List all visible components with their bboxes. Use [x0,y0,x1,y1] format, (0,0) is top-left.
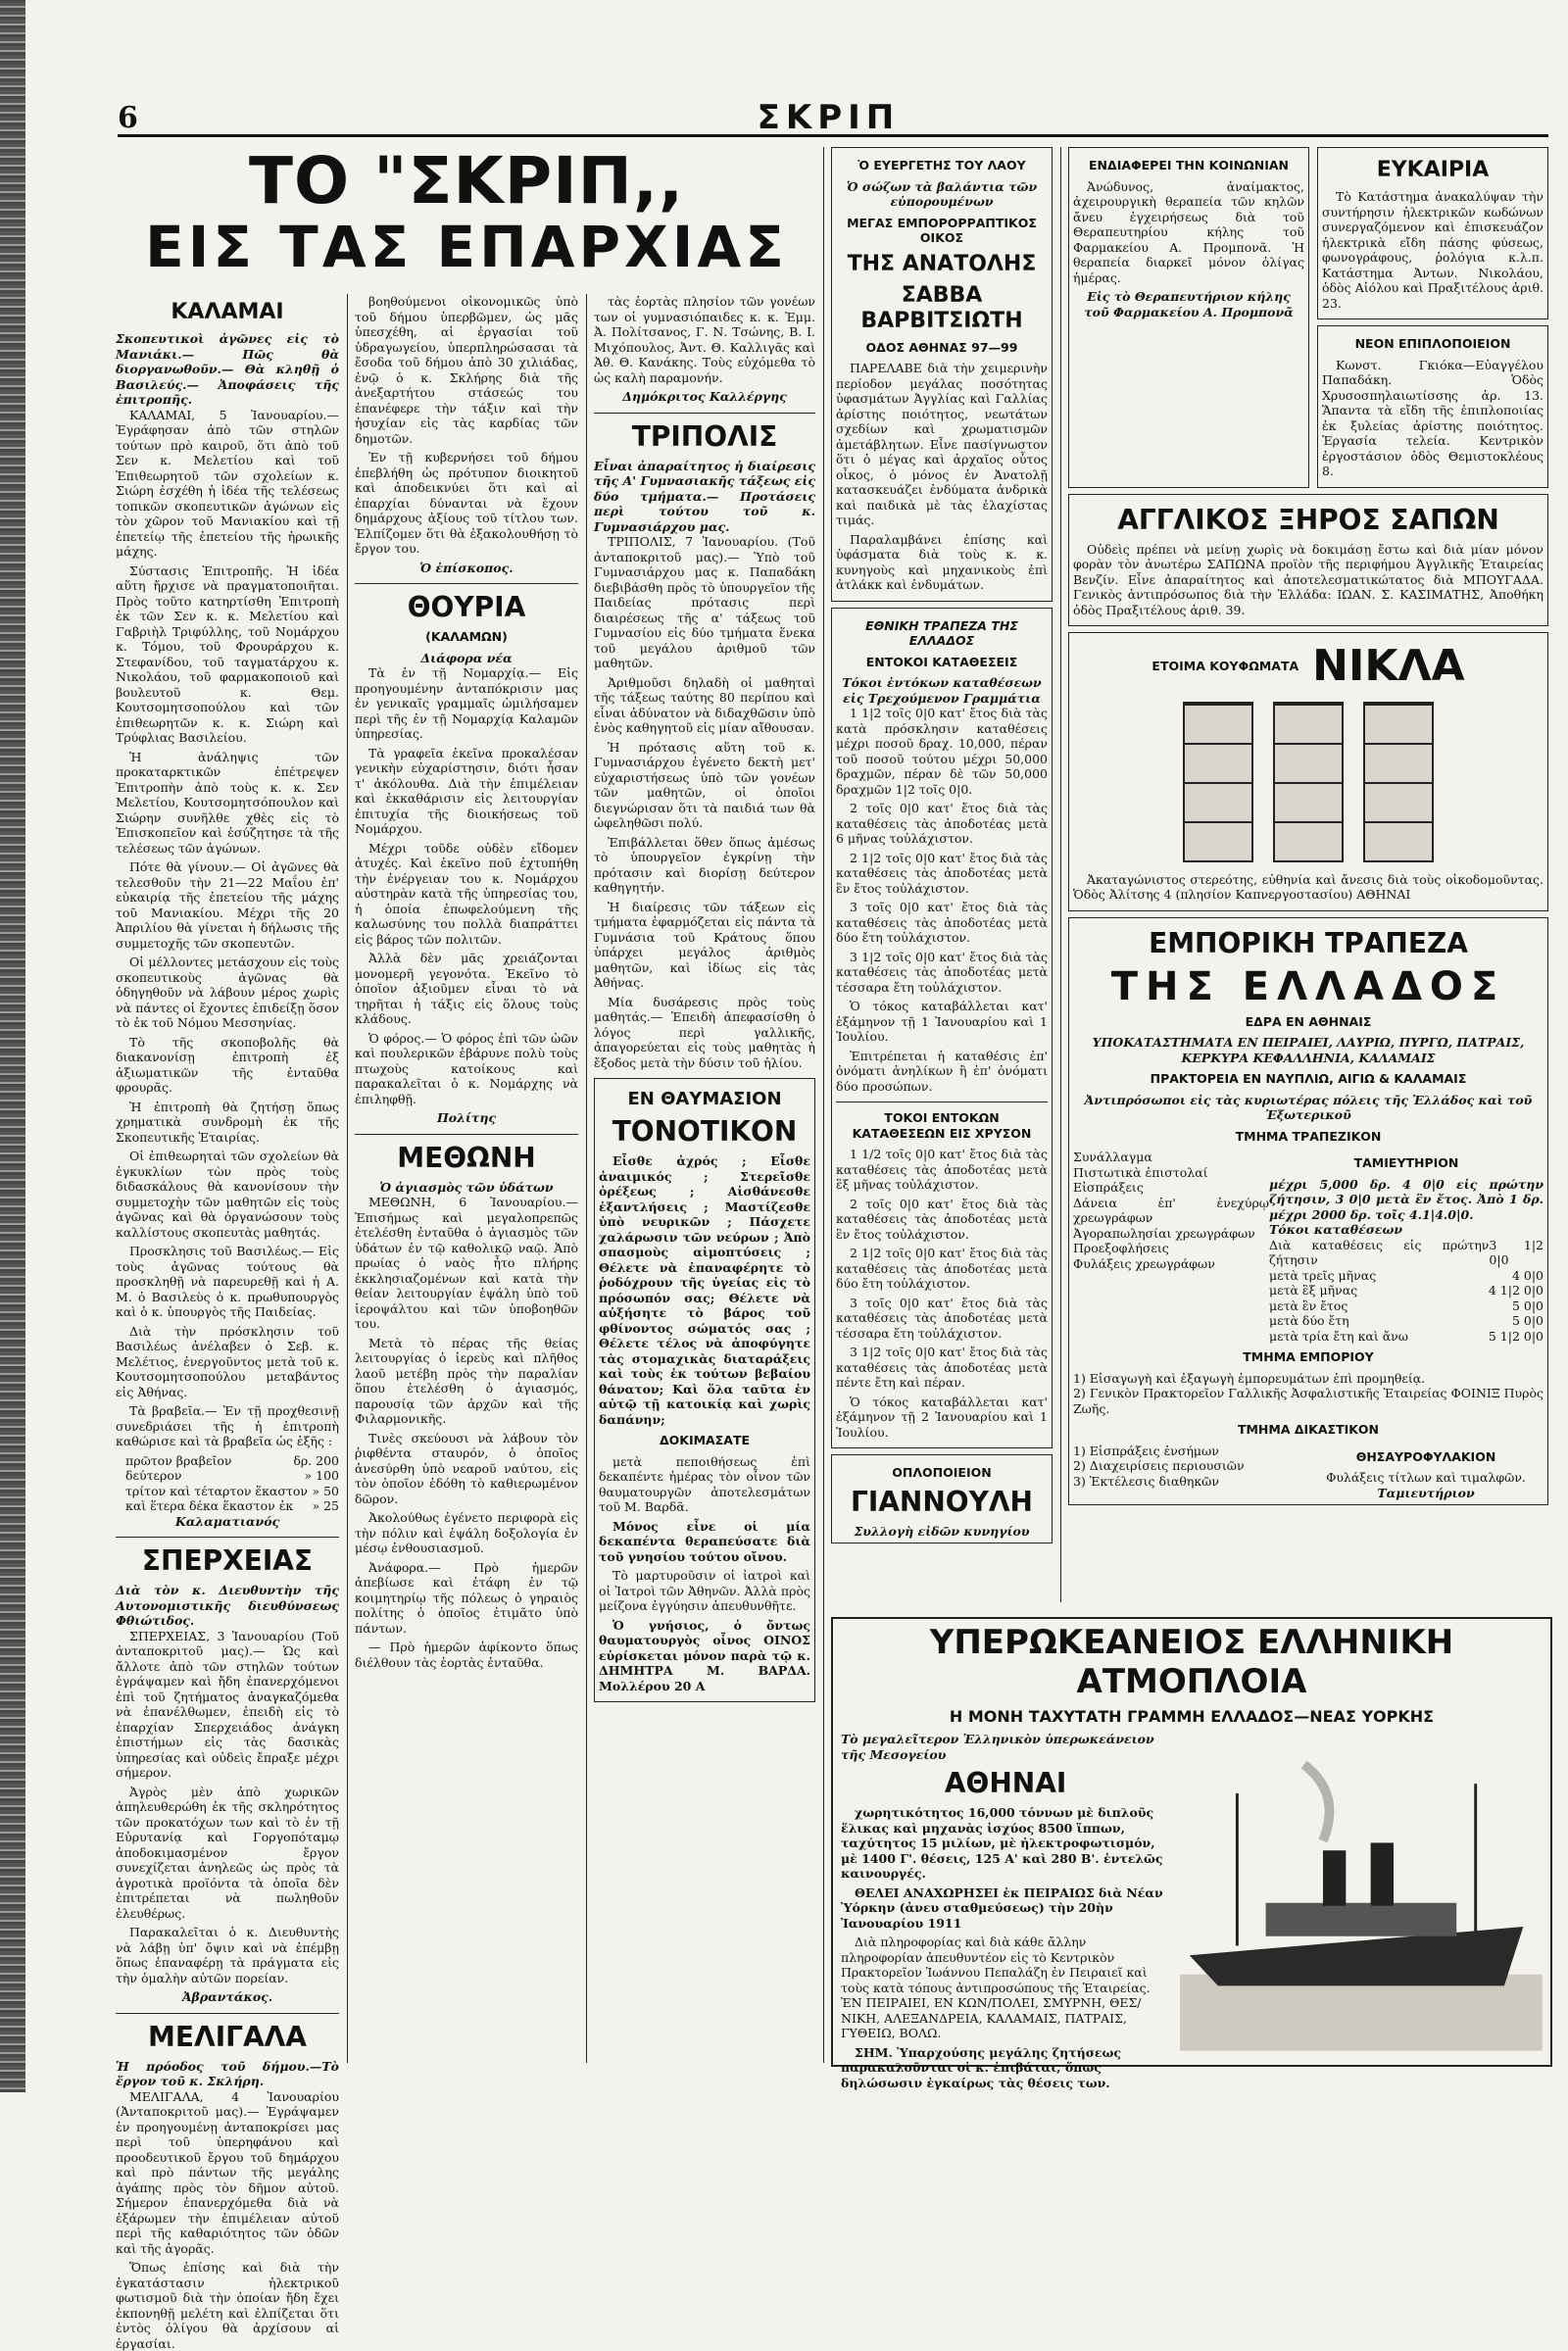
steamship-departure: ΘΕΛΕΙ ΑΝΑΧΩΡΗΣΕΙ ἐκ ΠΕΙΡΑΙΩΣ διὰ Νέαν Ὑόρκην (ἀνευ σταθμεύσεως) τὴν 20ὴν Ἰανουαρίου 1911 [841,1885,1163,1931]
national-bank-subheading-2: Τόκοι ἐντόκων καταθέσεων εἰς Τρεχούμενον Γραμμάτια [842,675,1042,706]
ship-funnel [1371,1842,1394,1905]
prize-row [125,1453,339,1469]
article-paragraph: Τὰ γραφεῖα ἐκεῖνα προκαλέσαν γενικὴν εὐχαρίστησιν, διότι ἦσαν τ' ἀκόλουθα. Διὰ τὴν ἐπιμέλειαν καὶ ἐκκαθάρισιν εἰς λειτουργίαν ἐπιτυχία τῆς διοικήσεως τοῦ Νομάρχου. [355,745,578,836]
article-paragraph: Τὰ βραβεῖα.— Ἐν τῇ προχθεσινῇ συνεδριάσει τῆς ἡ ἐπιτροπὴ καθώρισε καὶ τὰ βραβεῖα ὡς ἑξῆς : [116,1403,339,1448]
bank-services-list [1073,1150,1269,1344]
steamship-advertisement [831,1617,1552,2090]
national-bank-heading: ΕΘΝΙΚΗ ΤΡΑΠΕΖΑ ΤΗΣ ΕΛΛΑΔΟΣ [865,617,1018,648]
gunshop-heading-2: ΓΙΑΝΝΟΥΛΗ [851,1485,1033,1518]
commercial-bank-seat: ΕΔΡΑ ΕΝ ΑΘΗΝΑΙΣ [1245,1013,1372,1029]
savings-rates-heading: Τόκοι καταθέσεων [1269,1222,1403,1237]
tonic-body: Ὁ γνήσιος, ὁ ὄντως θαυματουργὸς οἶνος ΟΙΝΟΣ εὑρίσκεται μόνον παρὰ τῷ κ. ΔΗΜΗΤΡΑ Μ. ΒΑΡΔΑ. Μολλέρου 20 Α [599,1617,810,1693]
savings-rate-row [1269,1283,1544,1298]
steamship-text [841,1732,1170,2094]
legal-dept-heading: ΤΜΗΜΑ ΔΙΚΑΣΤΙΚΟΝ [1237,1422,1380,1437]
ship-illustration [1180,1732,1543,2055]
prize-label: δεύτερον [125,1468,182,1483]
legal-item: 1) Εἰσπράξεις ἐνσήμων [1073,1443,1219,1458]
soap-advertisement [1068,494,1548,627]
article-signature: Πολίτης [436,1110,497,1125]
column-rule [1060,147,1061,1602]
article-paragraph: Μετὰ τὸ πέρας τῆς θείας λειτουργίας ὁ ἱερεὺς καὶ πλῆθος λαοῦ μετέβη πρὸς τὴν παραλίαν ὅπου ἐτελέσθη ὁ ἁγιασμός, παρουσίᾳ τῶν ἀρχῶν καὶ τῆς Φιλαρμονικῆς. [355,1335,578,1426]
article-signature: Δημόκριτος Καλλέργης [622,389,787,404]
article-paragraph: Ἐπιβάλλεται ὅθεν ὅπως ἀμέσως τὸ ὑπουργεῖον ἐγκρίνῃ τὴν πρότασιν καὶ διορίσῃ δεύτερον καθηγητήν. [594,834,815,895]
gunshop-sub: Συλλογὴ εἰδῶν κυνηγίου [854,1523,1030,1539]
article-paragraph: τὰς ἑορτὰς πλησίον τῶν γονέων των οἱ γυμνασιόπαιδες κ. κ. Ἐμμ. Ἀ. Πολίτσανος, Γ. Ν. Τσώνης, Β. Ι. Μιχόπουλος, Ἀντ. Θ. Καλλιγᾶς καὶ Ἀθ. Θ. Κανάκης. Τοὺς εὐχόμεθα τὸ ὡς καλὴ παραμονήν. [594,294,815,385]
savings-rate: 5 0|0 [1511,1298,1544,1313]
savings-body: μέχρι 5,000 δρ. 4 0|0 εἰς πρώτην ζήτησιν, 3 0|0 μετὰ ἓν ἔτος. Ἀπὸ 1 δρ. μέχρι 2000 δρ. τοῖς 4.1|4.0|0. [1269,1176,1544,1222]
legal-item: 3) Ἐκτέλεσις διαθηκῶν [1073,1473,1219,1489]
bargain-body: Τὸ Κατάστημα ἀνακαλύψαν τὴν συντήρησιν ἠλεκτρικῶν κωδώνων συνεργαζόμενον καὶ ἐπισκευάζον ἠλεκτρικὰ εἴδη πάσης φύσεως, φωνογράφους, ῥολόγια κ.λ.π. Κατάστημα Ἀντων. Νικολάου, ὁδὸς Αἰόλου καὶ Πραξιτέλους ἀριθ. 23. [1322,189,1544,311]
tonic-try-heading: ΔΟΚΙΜΑΣΑΤΕ [659,1433,751,1447]
article-paragraph: ΤΡΙΠΟΛΙΣ, 7 Ἰανουαρίου. (Τοῦ ἀνταποκριτοῦ μας).— Ὑπὸ τοῦ Γυμνασιάρχου μας κ. Παπαδάκη διεβιβάσθη πρὸς τὸ ὑπουργεῖον τῆς Παιδείας πρότασις περὶ διαιρέσεως τῆς α' τάξεως τοῦ Γυμνασίου εἰς δύο τμήματα ἕνεκα τοῦ μεγάλου ἀριθμοῦ τῶν μαθητῶν. [594,534,815,670]
tonic-heading-1: ΕΝ ΘΑΥΜΑΣΙΟΝ [627,1089,782,1109]
steamship-note: ΣΗΜ. Ὑπαρχούσης μεγάλης ζητήσεως παρακαλοῦνται οἱ κ. ἐπιβάται, ὅπως δηλώσωσιν ἐγκαίρως τὰς θέσεις των. [841,2044,1122,2090]
prize-amount: δρ. 200 [293,1452,339,1468]
steamship-agents: Διὰ πληροφορίας καὶ διὰ κάθε ἄλλην πληροφορίαν ἀπευθυντέον εἰς τὸ Κεντρικὸν Πρακτορεῖον Ἰωάννου Πεπαλάζη ἐν Πειραιεῖ καὶ τοὺς κατὰ τόπους ἀντιπροσώπους τῆς Ἑταιρείας. ἘΝ ΠΕΙΡΑΙΕΙ, ΕΝ ΚΩΝ/ΠΟΛΕΙ, ΣΜΥΡΝΗ, ΘΕΣ/ΝΙΚΗ, ΑΛΕΞΑΝΔΡΕΙΑ, ΚΑΛΑΜΑΙΣ, ΠΑΤΡΑΙΣ, ΓΥΘΕΙΩ, ΒΟΛΩ. [841,1935,1151,2040]
article-paragraph: Ἡ ἀνάληψις τῶν προκαταρκτικῶν ἐπέτρεψεν Ἐπιτροπὴν ἀπὸ τοὺς κ. κ. Σεν Μελετίου, Κουτσομητσόπουλον καὶ Σιώρην συνῆλθε χθὲς εἰς τὸ Ἐπισκοπεῖον καὶ ἐσύζητησε τὰ τῆς τελέσεως τῶν ἀγώνων. [116,749,339,856]
hernia-advertisement [1068,147,1309,488]
bank-rate-paragraph: 2 τοῖς 0|0 κατ' ἔτος διὰ τὰς καταθέσεις τὰς ἀποδοτέας μετὰ 6 μῆνας τοὐλάχιστον. [836,801,1048,846]
savings-rate: 5 1|2 0|0 [1488,1328,1544,1344]
furniture-advertisement [1317,325,1548,488]
column-rule [823,147,824,2063]
masthead [118,98,1548,137]
commercial-bank-branches: ΥΠΟΚΑΤΑΣΤΗΜΑΤΑ ΕΝ ΠΕΙΡΑΙΕΙ, ΛΑΥΡΙΩ, ΠΥΡΓΩ, ΠΑΤΡΑΙΣ, ΚΕΡΚΥΡΑ ΚΕΦΑΛΛΗΝΙΑ, ΚΑΛΑΜΑΙΣ [1092,1035,1525,1065]
column-1 [116,294,339,2351]
spercheias-lead: Διὰ τὸν κ. Διευθυντὴν τῆς Αυτονομιστικῆς διευθύνσεως Φθιώτιδος. [116,1583,339,1628]
commercial-bank-heading-2: ΤΗΣ ΕΛΛΑΔΟΣ [1110,963,1506,1009]
hernia-heading: ΕΝΔΙΑΦΕΡΕΙ ΤΗΝ ΚΟΙΝΩΝΙΑΝ [1089,158,1289,172]
article-paragraph: ΣΠΕΡΧΕΙΑΣ, 3 Ἰανουαρίου (Τοῦ ἀνταποκριτοῦ μας).— Ὡς καὶ ἄλλοτε ἀπὸ τῶν στηλῶν τούτων ἐγράψαμεν καὶ ἤδη ἐπανερχόμενοι ἐπὶ τοῦ ζητήματος ἀναγκαζόμεθα νὰ ἐπανέλθωμεν, ἐπειδὴ εἰς τὸ ἐπαρχίαν Σπερχειάδος ἀνάγκη ἐπιστήμων εἰς τὰς δασικὰς ὑπηρεσίας καὶ οὐδεὶς ἔπραξε μέχρι σήμερον. [116,1628,339,1780]
section-banner [116,143,817,289]
bank-rate-paragraph: 3 1|2 τοῖς 0|0 κατ' ἔτος διὰ τὰς καταθέσεις τὰς ἀποδοτέας μετὰ πέντε ἔτη καὶ πέραν. [836,1345,1048,1390]
savings-term: μετὰ τρεῖς μῆνας [1269,1267,1377,1283]
bank-service-item: Εἰσπράξεις [1073,1180,1144,1195]
ship-superstructure [1266,1903,1457,1936]
commercial-bank-notice [1068,917,1548,1506]
savings-block [1269,1150,1544,1344]
prize-label: τρίτον καὶ τέταρτον ἕκαστον [125,1483,308,1498]
bank-rate-paragraph: Ἐπιτρέπεται ἡ καταθέσις ἐπ' ὀνόματι ἀνηλίκων ἢ ἐπ' ὀνόματι δύο προσώπων. [836,1048,1048,1094]
article-paragraph: Ἡ διαίρεσις τῶν τάξεων εἰς τμήματα ἐφαρμόζεται εἰς πάντα τὰ Γυμνάσια τοῦ Κράτους ὅπου ὑπάρχει μεγάλος ἀριθμὸς μαθητῶν, καὶ ἰδίως εἰς τὰς Ἀθήνας. [594,899,815,990]
article-paragraph: Ἀκολούθως ἐγένετο περιφορὰ εἰς τὴν πόλιν καὶ ἐψάλη δοξολογία ἐν μέσῳ ἐνθουσιασμοῦ. [355,1510,578,1555]
legal-list [1073,1444,1308,1501]
tonic-body: Μόνος εἶνε οἱ μία δεκαπέντα θεραπεύσατε διὰ τοῦ γνησίου τούτου οἴνου. [599,1518,810,1564]
article-paragraph: Ἀγρὸς μὲν ἀπὸ χωρικῶν ἀπηλευθερώθη ἐκ τῆς σκληρότητος τῶν προκατόχων των καὶ τὸ ἐν τῇ Εὐρυτανίᾳ καὶ Γοργοπόταμῳ ἀποδοκιμασμένον ἔργον συνεχίζεται ἀνηλεῶς ὡς πρὸς τὰ ἀγροτικὰ προϊόντα τὰ ὁποῖα δὲν ἐπιτρέπεται νὰ πωληθοῦν ἐλευθέρως. [116,1784,339,1921]
spercheias-heading: ΣΠΕΡΧΕΙΑΣ [141,1544,314,1577]
commercial-bank-heading-1: ΕΜΠΟΡΙΚΗ ΤΡΑΠΕΖΑ [1149,926,1468,959]
meligala-lead: Ἡ πρόοδος τοῦ δήμου.—Τὸ ἔργον τοῦ κ. Σκλήρη. [116,2058,339,2088]
article-paragraph: βοηθούμενοι οἰκονομικῶς ὑπὸ τοῦ δήμου ὑπερβῶμεν, ὡς μᾶς ὑπεσχέθη, αἱ ἐργασίαι τοῦ ὑδραγωγείου, ὑπερπληρώσασαι τὰ ἔσοδα τοῦ δήμου ἀπὸ 30 χιλιάδας, ἐνῷ ὁ κ. Σκλήρης διὰ τῆς ἀνεξαρτήτου στάσεώς του ἐπανέφερε τὴν τάξιν καὶ τὴν ἡσυχίαν εἰς τὰς καρδίας τῶν δημοτῶν. [355,294,578,446]
tailor-body: Παραλαμβάνει ἐπίσης καὶ ὑφάσματα διὰ τοὺς κ. κ. κυνηγοὺς καὶ μηχανικοὺς ἐπὶ ἀτλάκκ καὶ ἐνδυμάτων. [836,531,1048,592]
steamship-intro: Τὸ μεγαλεῖτερον Ἑλληνικὸν ὑπερωκεάνειον τῆς Μεσογείου [841,1732,1154,1762]
article-paragraph: Τινὲς σκεύουσι νὰ λάβουν τὸν ῥιφθέντα σταυρόν, ὁ ὁποῖος ἀνεσύρθη ὑπὸ νεαροῦ ναύτου, εἰς τὸν ὁποῖον ἐδόθη τὸ καθιερωμένον δῶρον. [355,1430,578,1506]
article-signature: Καλαματιανός [174,1513,280,1529]
article-paragraph: Ἀριθμοῦσι δηλαδὴ οἱ μαθηταὶ τῆς τάξεως ταύτης 80 περίπου καὶ εἶναι ἀδύνατον νὰ διδαχθῶσιν ὑπὸ ἑνὸς καθηγητοῦ εἰς μίαν αἴθουσαν. [594,674,815,735]
doors-heading-1: ΕΤΟΙΜΑ ΚΟΥΦΩΜΑΤΑ [1152,659,1299,674]
savings-rate-row [1269,1313,1544,1329]
article-paragraph: ΜΕΛΙΓΑΛΑ, 4 Ἰανουαρίου (Ἀνταποκριτοῦ μας).— Ἐγράψαμεν ἐν προηγουμένῃ ἀνταποκρίσει μας περὶ τοῦ ὑπερηφάνου καὶ προοδευτικοῦ ἔργου τοῦ δημάρχου καὶ πρὸ πάντων τῆς μεγάλης ἀγάπης πρὸς τὸν δῆμον αὐτοῦ. Σήμερον ἐπανερχόμεθα διὰ νὰ ἐξάρωμεν τὴν ἐπιμέλειαν αὐτοῦ περὶ τῆς καθαριότητος τῶν ὁδῶν καὶ τῆς ἀγορᾶς. [116,2088,339,2256]
article-paragraph: Ἡ ἐπιτροπὴ θὰ ζητήσῃ ὅπως χρηματικὰ συνδρομὴ ἐκ τῆς Σκοπευτικῆς Ἑταιρίας. [116,1099,339,1145]
savings-term: μετὰ τρία ἔτη καὶ ἄνω [1269,1328,1408,1344]
article-paragraph: ΚΑΛΑΜΑΙ, 5 Ἰανουαρίου.— Ἐγράφησαν ἀπὸ τῶν στηλῶν τούτων πρὸ καιροῦ, ὅτι ἀπὸ τοῦ Σεν κ. Μελετίου καὶ τοῦ Ἐπιθεωρητοῦ τῶν σχολείων κ. Σιώρη ἐσχέθη ἡ ἰδέα τῆς τελέσεως τοπικῶν σκοπευτικῶν ἀγώνων εἰς τὸν χῶρον τοῦ Μανιακίου καὶ τῇ ἐπετείῳ τῆς ἐπετείου τῆς ἡρωικῆς μάχης. [116,407,339,559]
article-paragraph: Ἐν τῇ κυβερνήσει τοῦ δήμου ἐπεβλήθη ὡς πρότυπον διοικητοῦ καὶ ἀποδεικνύει ὅτι καὶ αἱ ἐπαρχίαι δύνανται νὰ ἔχουν δημάρχους ἀξίους τοῦ τίτλου των. Ἐλπίζομεν ὅτι θὰ ἐξακολουθήσῃ τὸ ἔργον του. [355,450,578,556]
steamship-specs: χωρητικότητος 16,000 τόννων μὲ διπλοῦς ἕλικας καὶ μηχανὰς ἰσχύος 8500 ἵππων, ταχύτητος 15 μιλίων, μὲ ἠλεκτροφωτισμόν, μὲ 1400 Γ'. θέσεις, 125 Α' καὶ 280 Β'. ἐντελῶς καινουργές. [841,1805,1163,1881]
soap-heading: ΑΓΓΛΙΚΟΣ ΞΗΡΟΣ ΣΑΠΩΝ [1117,503,1499,536]
savings-rate-row [1269,1268,1544,1284]
tonic-body: Τὸ μαρτυροῦσιν οἱ ἰατροὶ καὶ οἱ Ἰατροὶ τῶν Ἀθηνῶν. Ἀλλὰ πρὸς μείζονα ἐγγύησιν ἀπευθυνθῆτε. [599,1568,810,1613]
trade-item: 2) Γενικὸν Πρακτορεῖον Γαλλικῆς Ἀσφαλιστικῆς Ἑταιρείας ΦΟΙΝΙΞ Πυρὸς Ζωῆς. [1073,1386,1544,1416]
thouria-heading: ΘΟΥΡΙΑ [407,591,526,623]
column-rule [347,294,348,2063]
furniture-body: Κωνστ. Γκιόκα—Εὐαγγέλου Παπαδάκη. Ὁδὸς Χρυσοσπηλαιωτίσσης ἀρ. 13. Ἅπαντα τὰ εἴδη τῆς ἐπιπλοποιίας ἐκ ξυλείας ἀρίστης ποιότητος. Ἐργασία τελεία. Κεντρικὸν ἐργοστάσιον ὁδὸς Θεμιστοκλέους 8. [1322,357,1544,478]
column-3 [594,294,815,2063]
savings-heading: ΤΑΜΙΕΥΤΗΡΙΟΝ [1353,1155,1459,1170]
savings-rate: 5 0|0 [1511,1313,1544,1328]
savings-rate-row [1269,1238,1544,1268]
gold-deposits-heading: ΤΟΚΟΙ ΕΝΤΟΚΩΝ ΚΑΤΑΘΕΣΕΩΝ ΕΙΣ ΧΡΥΣΟΝ [852,1110,1032,1141]
kalamai-lead: Σκοπευτικοὶ ἀγῶνες εἰς τὸ Μανιάκι.— Πῶς θὰ διοργανωθοῦν.— Θὰ κληθῇ ὁ Βασιλεύς.— Ἀποφάσεις τῆς ἐπιτροπῆς. [116,331,339,407]
ship-funnel [1323,1850,1346,1905]
bank-service-item: Ἀγοραπωλησίαι χρεωγράφων [1073,1225,1255,1241]
article-paragraph: Τὸ τῆς σκοποβολῆς θὰ διακανονίσῃ ἐπιτροπὴ ἐξ ἀξιωματικῶν τῆς ἐνταῦθα φρουρᾶς. [116,1034,339,1095]
article-paragraph: Διὰ τὴν πρόσκλησιν τοῦ Βασιλέως ἀνέλαβεν ὁ Σεβ. κ. Μελέτιος, ἐνεργοῦντος μετὰ τοῦ κ. Κουτσομητσοπούλου μεταβάντος εἰς Ἀθήνας. [116,1323,339,1399]
commercial-bank-agencies: ΠΡΑΚΤΟΡΕΙΑ ΕΝ ΝΑΥΠΛΙΩ, ΑΙΓΙΩ & ΚΑΛΑΜΑΙΣ [1150,1071,1467,1086]
tailor-top-heading: Ὁ ΕΥΕΡΓΕΤΗΣ ΤΟΥ ΛΑΟΥ [858,158,1026,172]
scan-edge [0,0,25,2092]
prize-row [125,1484,339,1499]
methoni-lead: Ὁ ἁγιασμὸς τῶν ὑδάτων [379,1179,554,1195]
commercial-bank-reps: Ἀντιπρόσωποι εἰς τὰς κυριωτέρας πόλεις τῆς Ἑλλάδος καὶ τοῦ Ἐξωτερικοῦ [1084,1092,1533,1122]
furniture-heading: ΝΕΟΝ ΕΠΙΠΛΟΠΟΙΕΙΟΝ [1354,336,1511,351]
steamship-title: ΥΠΕΡΩΚΕΑΝΕΙΟΣ ΕΛΛΗΝΙΚΗ ΑΤΜΟΠΛΟΙΑ [929,1623,1454,1701]
article-paragraph: Ἡ πρότασις αὕτη τοῦ κ. Γυμνασιάρχου ἐγένετο δεκτὴ μετ' εὐχαριστήσεως ὑπὸ τῶν γονέων τῶν μαθητῶν, οἱ ὁποῖοι διεγνώρισαν ὅτι τὰ παιδιά των θὰ ὠφεληθῶσι πολύ. [594,739,815,830]
article-paragraph: Ὁ φόρος.— Ὁ φόρος ἐπὶ τῶν ὡῶν καὶ πουλερικῶν ἐβάρυνε πολὺ τοὺς πτωχοὺς κατοίκους καὶ παρακαλεῖται ὁ κ. Νομάρχης νὰ ἐπιληφθῇ. [355,1030,578,1106]
prize-row [125,1498,339,1514]
article-paragraph: Οἱ ἐπιθεωρηταὶ τῶν σχολείων θὰ ἐγκυκλίων τὼν πρὸς τοὺς διδασκάλους θὰ κανονίσουν τὴν συμμετοχὴν τῶν μαθητῶν εἰς τοὺς ἀγῶνας καὶ θὰ ὀργανώσουν τοὺς καλλίστους σκοπευτὰς μαθητάς. [116,1149,339,1240]
article-paragraph: ΜΕΘΩΝΗ, 6 Ἰανουαρίου.— Ἐπισήμως καὶ μεγαλοπρεπῶς ἐτελέσθη ἐνταῦθα ὁ ἁγιασμὸς τῶν ὑδάτων ἐν τῷ καθολικῷ ναῷ. Ἀπὸ πρωίας ὁ ναὸς ἦτο πλήρης ἐκκλησιαζομένων καὶ κατὰ τὴν θείαν λειτουργίαν ἐψάλη ὑπὸ τοῦ ἱεροψάλτου καὶ τῶν ὑποβοηθῶν του. [355,1195,578,1331]
savings-term: μετὰ δύο ἔτη [1269,1313,1349,1328]
legal-row [1073,1444,1544,1501]
tonic-advertisement [594,1078,815,1702]
bank-rate-paragraph: 3 τοῖς 0|0 κατ' ἔτος διὰ τὰς καταθέσεις τὰς ἀποδοτέας μετὰ δύο ἔτη τοὐλάχιστον. [836,900,1048,945]
door-image [1363,702,1434,862]
doors-body: Ἀκαταγώνιστος στερεότης, εὐθηνία καὶ ἄνεσις διὰ τοὺς οἰκοδομοῦντας. Ὁδὸς Ἀλίτσης 4 (πλησίον Καπνεργοστασίου) ΑΘΗΝΑΙ [1073,871,1544,902]
savings-term: Διὰ καταθέσεις εἰς πρώτην ζήτησιν [1269,1237,1490,1267]
savings-rate: 4 1|2 0|0 [1488,1283,1544,1298]
thouria-lead: Διάφορα νέα [420,650,513,665]
bank-rate-paragraph: 2 τοῖς 0|0 κατ' ἔτος διὰ τὰς καταθέσεις τὰς ἀποδοτέας μετὰ ἓν ἔτος τοὐλάχιστον. [836,1196,1048,1242]
article-paragraph: Ἀλλὰ δὲν μᾶς χρειάζονται μονομερῆ γεγονότα. Ἐκεῖνο τὸ ὁποῖον ἀξιοῦμεν εἶναι τὸ νὰ τηρῆται ἡ τάξις εἰς ὅλους τοὺς κλάδους. [355,951,578,1026]
article-paragraph: Μία δυσάρεσις πρὸς τοὺς μαθητάς.— Ἐπειδὴ ἀπεφασίσθη ὁ λόγος περὶ γαλλικῆς, ἀπαγορεύεται εἰς τοὺς μαθητὰς ἡ ἔξοδος μετὰ τὴν δύσιν τοῦ ἡλίου. [594,994,815,1070]
banking-dept-heading: ΤΜΗΜΑ ΤΡΑΠΕΖΙΚΟΝ [1235,1128,1382,1144]
savings-rate-row [1269,1298,1544,1314]
bank-rate-paragraph: Ὁ τόκος καταβάλλεται κατ' ἑξάμηνον τῇ 2 Ἰανουαρίου καὶ 1 Ἰουλίου. [836,1394,1048,1440]
bank-rate-paragraph: Ὁ τόκος καταβάλλεται κατ' ἑξάμηνον τῇ 1 Ἰανουαρίου καὶ 1 Ἰουλίου. [836,999,1048,1044]
column-rule [586,294,587,2063]
savings-term: μετὰ ἓν ἔτος [1269,1298,1348,1313]
tripolis-lead: Εἶναι ἀπαραίτητος ἡ διαίρεσις τῆς Α' Γυμνασιακῆς τάξεως εἰς δύο τμήματα.— Προτάσεις περὶ τούτου τοῦ κ. Γυμνασιάρχου μας. [594,458,815,534]
trade-item: 1) Εἰσαγωγὴ καὶ ἐξαγωγὴ ἐμπορευμάτων ἐπὶ προμηθείᾳ. [1073,1370,1426,1386]
prize-amount: » 25 [312,1498,339,1513]
steamship-ship-name: ΑΘΗΝΑΙ [944,1767,1067,1799]
vault-sign: Ταμιευτήριον [1377,1485,1475,1500]
savings-rate: 4 0|0 [1511,1267,1544,1283]
prize-amount: » 50 [312,1483,339,1498]
methoni-heading: ΜΕΘΩΝΗ [397,1141,536,1174]
national-bank-notice [831,608,1053,1449]
bank-rate-paragraph: 3 1|2 τοῖς 0|0 κατ' ἔτος διὰ τὰς καταθέσεις τὰς ἀποδοτέας μετὰ τέσσαρα ἔτη τοὐλάχιστον. [836,949,1048,995]
bank-service-item: Συνάλλαγμα [1073,1150,1152,1164]
legal-item: 2) Διαχειρίσεις περιουσιῶν [1073,1458,1245,1473]
tailor-advertisement [831,147,1053,602]
article-paragraph: Πότε θὰ γίνουν.— Οἱ ἀγῶνες θὰ τελεσθοῦν τὴν 21—22 Μαΐου ἐπ' εὐκαιρίᾳ τῆς ἐπετείου τῆς μάχης τοῦ Μανιακίου. Μέχρι τῆς 20 Ἀπριλίου θὰ γίνεται ἡ δήλωσις τῆς συμμετοχῆς τῶν σκοπευτῶν. [116,859,339,951]
banner-title-line2: ΕΙΣ ΤΑΣ ΕΠΑΡΧΙΑΣ [145,214,788,280]
bank-service-item: Προεξοφλήσεις [1073,1241,1169,1255]
bank-service-item: Πιστωτικὰ ἐπιστολαί [1073,1164,1208,1180]
tailor-address: ΟΔΟΣ ΑΘΗΝΑΣ 97—99 [865,339,1018,355]
doors-illustration [1073,702,1544,866]
tailor-house-name-2: ΣΑΒΒΑ ΒΑΡΒΙΤΣΙΩΤΗ [860,282,1023,333]
soap-body: Οὐδεὶς πρέπει νὰ μείνῃ χωρὶς νὰ δοκιμάσῃ ἔστω καὶ διὰ μίαν μόνον φορὰν τὸν ἀνωτέρω ΣΑΠΩΝΑ προϊὸν τῆς περιφήμου Ἀγγλικῆς Ἑταιρείας Βενζίν. Εἶνε ἀπαραίτητος καὶ ἀποτελεσματικώτατος διὰ ΜΠΟΥΓΑΔΑ. Γενικὸς ἀντιπρόσωπος διὰ τὴν Ἑλλάδα: ΙΩΑΝ. Σ. ΚΑΣΙΜΑΤΗΣ, Ἀποθήκη ὁδὸς Πραξιτέλους ἀριθ. 39. [1073,541,1544,617]
article-paragraph: Σύστασις Ἐπιτροπῆς. Ἡ ἰδέα αὕτη ἤρχισε νὰ πραγματοποιῆται. Πρὸς τοῦτο κατηρτίσθη Ἐπιτροπὴ ἐκ τῶν Σεν κ. κ. Μελετίου καὶ Γαβριὴλ Τριφύλλης, τοῦ Νομάρχου κ. Τόμου, τοῦ Φρουράρχου κ. Στεφανίδου, τοῦ ταγματάρχου κ. Νικολάου, τοῦ φαρμακοποιοῦ καὶ βουλευτοῦ κ. Θεμ. Κουτσομητσοπούλου καὶ τῶν ἐπιθεωρητῶν κ. κ. Σιώρη καὶ Τρύφλιας Βασιλείου. [116,563,339,745]
vault-heading: ΘΗΣΑΥΡΟΦΥΛΑΚΙΟΝ [1355,1448,1496,1464]
article-paragraph: Τὰ ἐν τῇ Νομαρχίᾳ.— Εἰς προηγουμένην ἀνταπόκρισιν μας ἐν γενικαῖς γραμμαῖς ὡμιλήσαμεν περὶ τῆς ἐν τῇ Νομαρχίᾳ Καλαμῶν ὑπηρεσίας. [355,665,578,741]
tripolis-heading: ΤΡΙΠΟΛΙΣ [631,419,778,453]
article-paragraph: Οἱ μέλλοντες μετάσχουν εἰς τοὺς σκοπευτικοὺς ἀγῶνας θὰ ὁδηγηθοῦν νὰ λάβουν μέρος χωρὶς νὰ πάντες οἱ ἔχοντες ἐπιδείξῃ ὅσον τὸ ἐκ τοῦ Νόμου Μεσσηνίας. [116,955,339,1030]
column-2 [355,294,578,2063]
vault-block [1308,1444,1544,1501]
kalamai-heading: ΚΑΛΑΜΑΙ [171,300,284,324]
newspaper-name: ΣΚΡΙΠ [757,98,901,137]
bank-service-item: Δάνεια ἐπ' ἐνεχύρῳ χρεωγράφων [1073,1195,1269,1225]
page-number: 6 [118,100,138,135]
meligala-heading: ΜΕΛΙΓΑΛΑ [148,2020,307,2053]
steamship-subtitle: Η ΜΟΝΗ ΤΑΧΥΤΑΤΗ ΓΡΑΜΜΗ ΕΛΛΑΔΟΣ—ΝΕΑΣ ΥΟΡΚΗΣ [949,1707,1435,1726]
gunshop-advertisement [831,1454,1053,1543]
column-4 [831,147,1053,1602]
tonic-body: μετὰ πεποιθήσεως ἐπὶ δεκαπέντε ἡμέρας τὸν οἶνον τῶν θαυματουργῶν ἀποτελεσμάτων τοῦ Μ. Βαρδᾶ. [599,1453,810,1514]
bank-rate-paragraph: 1 1|2 τοῖς 0|0 κατ' ἔτος διὰ τὰς κατὰ πρόσκλησιν καταθέσεις μέχρι ποσοῦ δραχ. 10,000, πέραν τοῦ ποσοῦ τούτου μέχρι 50,000 δραχμῶν, πέραν δὲ τῶν 50,000 δραχμῶν 1|2 τοῖς 0|0. [836,706,1048,797]
bargain-heading: ΕΥΚΑΙΡΙΑ [1376,158,1490,182]
savings-rate-row [1269,1329,1544,1345]
prize-amount: » 100 [304,1468,339,1483]
article-paragraph: Παρακαλεῖται ὁ κ. Διευθυντὴς νὰ λάβῃ ὑπ' ὄψιν καὶ νὰ ἐπέμβῃ ὅπως ἐπαναφέρῃ τὰ πράγματα εἰς τὴν ὁμαλὴν αὐτῶν πορείαν. [116,1925,339,1985]
prize-list [116,1453,339,1514]
vault-body: Φυλάξεις τίτλων καὶ τιμαλφῶν. [1326,1470,1526,1485]
article-paragraph: Μέχρι τοῦδε οὐδὲν εἴδομεν ἀτυχές. Καὶ ἐκεῖνο ποῦ ἐχτυπήθη τὴν ἐνέργειαν του κ. Νομάρχου αὐστηρὰν κατὰ τῆς ὑπηρεσίας του, ἡ ὁποία ἐπωφελούμενη τῆς καλωσύνης του πολλὰ διαπράττει εἰς βάρος τῶν πολιτῶν. [355,840,578,947]
thouria-subheading: (ΚΑΛΑΜΩΝ) [425,629,508,644]
prize-row [125,1468,339,1484]
prize-label: καὶ ἕτερα δέκα ἕκαστον ἐκ [125,1498,294,1513]
article-paragraph: Ὅπως ἐπίσης καὶ διὰ τὴν ἐγκατάστασιν ἠλεκτρικοῦ φωτισμοῦ διὰ τὴν ὁποίαν ἤδη ἔχει ἐκπονηθῇ μελέτη καὶ ἐλπίζεται ὅτι ἐντὸς ὀλίγου θὰ ἀρχίσουν αἱ ἐργασίαι. [116,2260,339,2351]
bank-services-row [1073,1150,1544,1344]
ship-smoke [1304,1765,1330,1841]
hernia-body: Ἀνώδυνος, ἀναίμακτος, ἀχειρουργικὴ θεραπεία τῶν κηλῶν ἄνευ ἐγχειρήσεως διὰ τοῦ Θεραπευτηρίου κήλης τοῦ Φαρμακείου Α. Προμπονᾶ. Ἡ θεραπεία διαρκεῖ μόνον ὀλίγας ἡμέρας. [1073,178,1304,285]
gunshop-heading-1: ΟΠΛΟΠΟΙΕΙΟΝ [892,1465,992,1480]
article-paragraph: Προσκλησις τοῦ Βασιλέως.— Εἰς τοὺς ἀγῶνας τούτους θὰ προσκληθῇ νὰ παρευρεθῇ καὶ ἡ Α. Μ. ὁ Βασιλεὺς ὁ κ. πρωθυπουργὸς καὶ ὁ κ. ὑπουργὸς τῆς Παιδείας. [116,1244,339,1319]
tailor-house-name-1: ΤΗΣ ΑΝΑΤΟΛΗΣ [847,251,1037,276]
bank-rate-paragraph: 2 1|2 τοῖς 0|0 κατ' ἔτος διὰ τὰς καταθέσεις τὰς ἀποδοτέας μετὰ δύο ἔτη τοὐλάχιστον. [836,1246,1048,1291]
savings-term: μετὰ ἓξ μῆνας [1269,1283,1358,1298]
banner-title-line1: ΤΟ "ΣΚΡΙΠ,, [248,143,685,219]
bargain-advertisement [1317,147,1548,319]
tonic-heading-2: ΤΟΝΟΤΙΚΟΝ [612,1115,798,1148]
bank-rate-paragraph: 1 1/2 τοῖς 0|0 κατ' ἔτος διὰ τὰς καταθέσεις τὰς ἀποδοτέας μετὰ ἓξ μῆνας τοὐλάχιστον. [836,1147,1048,1192]
tailor-top-sub: Ὁ σώζων τὰ βαλάντια τῶν εὐπορουμένων [846,178,1038,209]
tonic-body: Εἶσθε ἀχρός ; Εἶσθε ἀναιμικός ; Στερεῖσθε ὀρέξεως ; Αἰσθάνεσθε ἐξαντλήσεις ; Μαστίζεσθε ὑπὸ νευρικῶν ; Πάσχετε χαλάρωσιν τῶν νεύρων ; Ἀπὸ σπασμοὺς αἰμοπτύσεις ; Θέλετε νὰ ἐπαναφέρητε τὸ ῥοδόχρουν τῆς ὑγείας εἰς τὸ πρόσωπόν σας; Θέλετε νὰ αὐξήσητε τὸ βάρος τοῦ φθίνοντος σώματός σας ; Θέλετε τέλος νὰ ἀποφύγητε τὰς στομαχικὰς διαταράξεις καὶ τοὺς ἐκ τούτων βεβαίου θάνατον; Καὶ ὅλα ταῦτα ἐν αὐτῷ τῇ κατοικίᾳ καὶ χωρὶς δαπάνην; [599,1153,810,1427]
top-ads-row [1068,147,1548,488]
article-signature: Ἀβραντάκος. [181,1989,273,2004]
trade-dept-heading: ΤΜΗΜΑ ΕΜΠΟΡΙΟΥ [1243,1349,1374,1364]
door-image [1273,702,1344,862]
ship-drawing [1180,1732,1543,2055]
bank-rate-paragraph: 3 τοῖς 0|0 κατ' ἔτος διὰ τὰς καταθέσεις τὰς ἀποδοτέας μετὰ τέσσαρα ἔτη τοὐλάχιστον. [836,1295,1048,1341]
steamship-body-row [833,1732,1550,2094]
doors-advertisement [1068,632,1548,911]
prize-label: πρῶτον βραβεῖον [125,1452,232,1468]
national-bank-subheading: ΕΝΤΟΚΟΙ ΚΑΤΑΘΕΣΕΙΣ [865,654,1018,669]
article-paragraph: Ἀνάφορα.— Πρὸ ἡμερῶν ἀπεβίωσε καὶ ἐτάφη ἐν τῷ κοιμητηρίῳ τῆς πόλεως ὁ γηραιὸς πολίτης ὁ ὁποῖος ἐτιμᾶτο ὑπὸ πάντων. [355,1559,578,1636]
article-signature: Ὁ ἐπίσκοπος. [419,560,514,575]
tailor-house-heading: ΜΕΓΑΣ ΕΜΠΟΡΟΡΡΑΠΤΙΚΟΣ ΟΙΚΟΣ [847,215,1037,245]
article-paragraph: — Πρὸ ἡμερῶν ἀφίκοντο ὅπως διέλθουν τὰς ἑορτὰς ἐνταῦθα. [355,1640,578,1670]
hernia-foot: Εἰς τὸ Θεραπευτήριον κήλης τοῦ Φαρμακείου Α. Προμπονᾶ [1084,289,1294,319]
bank-rate-paragraph: 2 1|2 τοῖς 0|0 κατ' ἔτος διὰ τὰς καταθέσεις τὰς ἀποδοτέας μετὰ ἓν ἔτος τοὐλάχιστον. [836,850,1048,896]
column-5 [1068,147,1548,1602]
savings-rate: 3 1|2 0|0 [1489,1237,1544,1267]
doors-heading-2: ΝΙΚΛΑ [1312,641,1465,691]
door-image [1183,702,1253,862]
bank-service-item: Φυλάξεις χρεωγράφων [1073,1255,1215,1271]
doors-heading-row [1073,637,1544,696]
right-ads-stack [1317,147,1548,488]
tailor-body: ΠΑΡΕΛΑΒΕ διὰ τὴν χειμερινὴν περίοδον μεγάλας ποσότητας ὑφασμάτων Ἀγγλίας καὶ Γαλλίας ἀρίστης ποιότητος, νεωτάτων σχεδίων καὶ χρωματισμῶν ἀμετάβλητων. Εἶνε πασίγνωστον ὅτι ὁ μέγας καὶ ἀρχαῖος οὗτος οἶκος, ὁ μόνος ἐν Ἀνατολῇ κατασκευάζει ἐνδύματα ἀνδρικὰ καὶ παιδικὰ μὲ τὰς ἐλαχίστας τιμάς. [836,361,1048,527]
